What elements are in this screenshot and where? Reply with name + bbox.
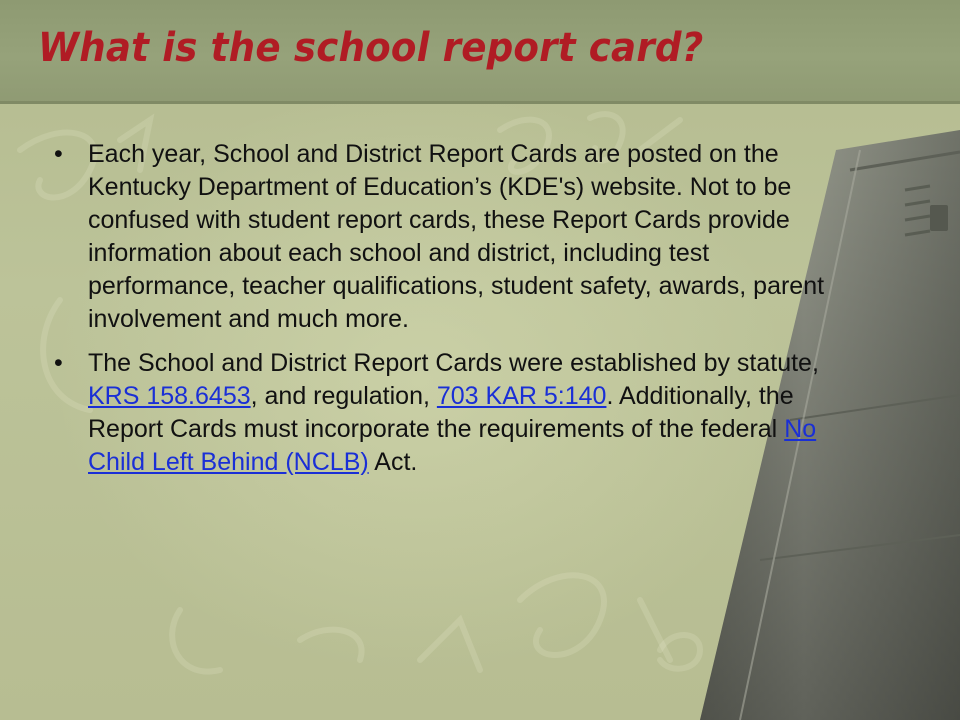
bullet-dot-icon: • — [54, 140, 63, 168]
bullet-text-part: The School and District Report Cards were established by statute, — [88, 349, 819, 377]
bullet-text-part: Act. — [368, 448, 418, 476]
bullet-item — [48, 138, 848, 336]
kar-regulation-link[interactable]: 703 KAR 5:140 — [436, 382, 607, 410]
bullet-text: Each year, School and District Report Cards are posted on the Kentucky Department of Education’s (KDE's) website. Not to be confused with student report cards, these Report Cards provide information about each school and district, including test performance, teacher qualifications, student safety, awards, parent involvement and much more. — [88, 140, 825, 333]
bullet-list — [48, 138, 848, 490]
nclb-act-link[interactable]: No Child Left Behind (NCLB) — [88, 415, 817, 476]
bullet-item — [48, 347, 848, 479]
bullet-text-part: . Additionally, the Report Cards must incorporate the requirements of the federal — [88, 382, 794, 443]
slide-title: What is the school report card? — [38, 25, 704, 71]
krs-statute-link[interactable]: KRS 158.6453 — [88, 382, 251, 410]
bullet-text-part: , and regulation, — [250, 382, 437, 410]
bullet-dot-icon: • — [54, 349, 63, 377]
